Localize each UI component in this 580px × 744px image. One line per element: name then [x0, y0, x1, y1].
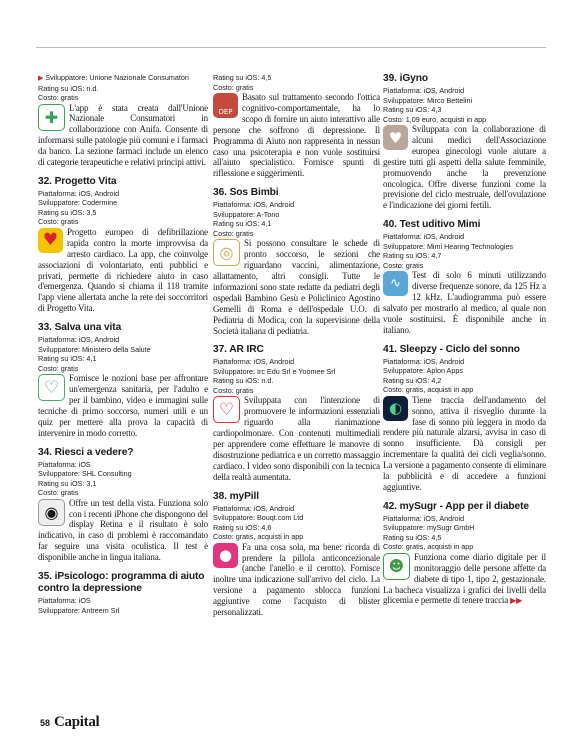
meta-line: Costo: gratis — [38, 363, 79, 373]
page-number: 58 — [40, 718, 51, 728]
article-42 — [383, 501, 546, 608]
article-41 — [383, 344, 546, 493]
meta-line: Sviluppatore: SHL Consulting — [38, 469, 132, 479]
pill-icon: ● — [213, 543, 238, 568]
meta-line: Rating su iOS: 4,5 — [213, 73, 272, 82]
article-body: Si possono consultare le schede di pronto soccorso, le sezioni che riguardano vaccini, alimentazione, allattamento, altri consigli. Tutte le informazioni sono state redatte da pediatri degli ospedali Bambino Gesù e Policlinico Agostino Gemelli di Roma e dell'ospedale U.O. di Pediatria di Modica, con la supervisione della Società italiana di pediatria. — [213, 238, 380, 336]
article-31-continued — [38, 73, 208, 168]
article-body: Progetto europeo di defibrillazione rapida contro la morte improvvisa da arresto cardiaco. La app, che coinvolge associazioni di volontariato, enti pubblici e privati, permette di richiedere aiuto in caso d'emergenza. Quando si chiama il 118 tramite l'app viene allertata anche la rete dei soccorritori di Progetto Vita. — [38, 226, 208, 314]
article-title: 34. Riesci a vedere? — [38, 446, 134, 458]
meta-line: Costo: gratis — [38, 488, 79, 498]
article-title: 38. myPill — [213, 490, 260, 502]
meta-line: Sviluppatore: Mirco Bettelini — [383, 95, 473, 105]
column-1 — [38, 73, 208, 623]
article-37 — [213, 344, 380, 482]
article-body: Test di solo 6 minuti utilizzando diverse frequenze sonore, da 125 Hz a 12 kHz. L'audiogramma può essere salvato per mostrarlo al medico, al quale non vuole sostituirsi. È disponibile anche in italiano. — [383, 270, 546, 335]
meta-line: Piattaforma: iOS, Android — [383, 86, 465, 95]
meta-line: Costo: gratis — [38, 217, 79, 227]
health-heart-icon: ♡ — [38, 374, 65, 401]
continuation-arrow-icon: ▶ — [38, 75, 44, 82]
article-body: Sviluppata con la collaborazione di alcuni medici dell'Associazione europea ginecologi vuole aiutare a gestire tutti gli aspetti della salute femminile, promuovendo anche la prevenzione oncologica. Offre diverse funzioni come la previsione del ciclo mestruale, dell'ovulazione e l'indicazione dei giorni fertili. — [383, 124, 546, 211]
article-title: 32. Progetto Vita — [38, 175, 117, 187]
meta-line: Costo: gratis — [38, 93, 79, 102]
meta-line: Costo: gratis — [213, 228, 254, 238]
meta-line: Sviluppatore: A-Tono — [213, 209, 280, 219]
article-title: 36. Sos Bimbi — [213, 187, 279, 199]
meta-line: Sviluppatore: Ministero della Salute — [38, 344, 151, 354]
article-body: Tiene traccia dell'andamento del sonno, attiva il risveglio durante la fase di sonno più leggera in modo da rendere più naturale alzarsi, avvisa in caso di sonno insufficiente. Dà consigli per incrementare la qualità dei cicli veglia/sonno. La versione a pagamento consente di eliminare la pubblicità e di accedere a funzioni aggiuntive. — [383, 394, 546, 492]
eye-icon: ◉ — [38, 499, 65, 526]
article-body: Sviluppata con l'intenzione di promuovere le informazioni essenziali riguardo alla rianimazione cardiopolmonare. Con contenuti multimediali per apprendere come effettuare le manovre di disostruzione pediatrica e un corretto massaggio cardiaco. I video sono disponibili con la tecnica della realtà aumentata. — [213, 395, 380, 482]
meta-line: Rating su iOS: 4,1 — [213, 219, 272, 229]
meta-line: Costo: gratis — [383, 260, 424, 270]
article-40 — [383, 219, 546, 335]
meta-line: Sviluppatore: Bouqt.com Ltd — [213, 513, 304, 523]
meta-line: Costo: 1,09 euro, acquisti in app — [383, 114, 487, 124]
article-32 — [38, 176, 208, 314]
meta-line: Rating su iOS: 4,2 — [383, 375, 442, 385]
column-3 — [383, 73, 546, 615]
article-body: Basato sul trattamento secondo l'ottica cognitivo-comportamentale, ha lo scopo di fornire un aiuto interattivo alle persone che soffrono di depressione. Il Programma di Aiuto non rappresenta in nessun caso una psicoterapia e non vuole sostituirsi all'aiuto specialistico. Fornisce spunti di riflessione e suggerimenti. — [213, 92, 380, 179]
article-body: Funziona come diario digitale per il monitoraggio delle persone affette da diabete di tipo 1, tipo 2, gestazionale. La bacheca visualizza i grafici dei livelli della glicemia e permette di tenere traccia ▶▶ — [383, 551, 546, 606]
article-title: 35. iPsicologo: programma di aiuto contro la depressione — [38, 571, 205, 595]
article-title: 37. AR IRC — [213, 344, 264, 356]
magazine-logo: Capital — [54, 714, 100, 730]
meta-line: Sviluppatore: Mimi Hearing Technologies — [383, 241, 514, 251]
meta-line: ▶ Sviluppatore: Unione Nazionale Consumatori — [38, 73, 189, 82]
meta-line: Sviluppatore: mySugr GmbH — [383, 523, 475, 533]
meta-line: Piattaforma: iOS, Android — [383, 356, 465, 366]
continue-arrow-icon: ▶▶ — [510, 596, 523, 606]
article-title: 42. mySugr - App per il diabete — [383, 500, 529, 512]
meta-line: Piattaforma: iOS, Android — [213, 503, 295, 513]
article-body: L'app è stata creata dall'Unione Nazionale Consumatori in collaborazione con Anifa. Consente di informarsi sulle patologie più comuni e i farmaci da banco. La sezione farmaci include un elenco di categorie terapeutiche e relativi principi attivi. — [38, 102, 208, 168]
article-33 — [38, 322, 208, 438]
sos-badge-icon: ◎ — [213, 239, 240, 266]
article-body: Fa una cosa sola, ma bene: ricorda di prendere la pillola anticoncezionale (anche l'anello e il cerotto). Fornisce inoltre una indicazione sull'arrivo del ciclo. La versione a pagamento sblocca funzioni aggiuntive come l'acquisto di blister personalizzati. — [213, 541, 380, 618]
meta-line: Piattaforma: iOS, Android — [383, 513, 465, 523]
meta-line: Rating su iOS: 4,3 — [383, 105, 442, 114]
meta-line: Piattaforma: iOS, Android — [38, 335, 120, 345]
article-35 — [38, 571, 208, 615]
meta-line: Costo: gratis, acquisti in app — [383, 385, 474, 395]
article-body: Offre un test della vista. Funziona solo con i recenti iPhone che dispongono del display Retina e il risultato è solo indicativo, in caso di problemi è raccomandato far seguire una visita oculistica. Il test è disponibile anche in lingua italiana. — [38, 497, 208, 563]
column-2 — [213, 73, 380, 626]
article-title: 41. Sleepzy - Ciclo del sonno — [383, 343, 520, 355]
article-title: 39. iGyno — [383, 73, 428, 84]
article-38 — [213, 491, 380, 618]
meta-line: Rating su iOS: 4,5 — [383, 532, 442, 542]
article-body: Fornisce le nozioni base per affrontare un'emergenza sanitaria, per l'adulto e per il bambino, video e immagini sulle tecniche di primo soccorso, numeri utili e un quiz per mettere alla prova la capacità di intervenire in modo corretto. — [38, 373, 208, 438]
article-34 — [38, 447, 208, 563]
meta-line: Piattaforma: iOS, Android — [383, 232, 465, 242]
meta-line: Piattaforma: iOS, Android — [213, 200, 295, 210]
app-icon-label: DEP — [218, 108, 233, 116]
meta-line: Rating su iOS: n.d. — [213, 376, 274, 386]
monster-mascot-icon: ☻ — [383, 553, 410, 580]
meta-line: Sviluppatore: Codermine — [38, 198, 118, 208]
meta-line: Costo: gratis, acquisti in app — [383, 542, 474, 552]
heart-outline-icon: ♡ — [213, 396, 240, 423]
meta-line: Rating su iOS: n.d. — [38, 83, 99, 93]
meta-line: Costo: gratis, acquisti in app — [213, 532, 304, 542]
meta-line: Rating su iOS: 4,6 — [213, 522, 272, 532]
article-title: 33. Salva una vita — [38, 322, 122, 334]
meta-line: Rating su iOS: 3,5 — [38, 207, 97, 217]
article-39 — [383, 73, 546, 211]
meta-line: Piattaforma: iOS — [38, 596, 91, 606]
meta-line: Piattaforma: iOS, Android — [213, 357, 295, 367]
page-footer — [40, 714, 99, 731]
heart-hands-icon: ♥ — [383, 125, 408, 150]
meta-line: Sviluppatore: Aplon Apps — [383, 366, 463, 376]
meta-line: Rating su iOS: 4,7 — [383, 251, 442, 261]
meta-line: Sviluppatore: Antreem Srl — [38, 605, 120, 615]
top-rule — [36, 47, 546, 48]
depression-app-icon — [213, 93, 238, 118]
app-icon-medicine: ✚ — [38, 104, 65, 131]
heart-icon: ♥ — [38, 228, 63, 253]
article-35-continued — [213, 73, 380, 179]
meta-line: Piattaforma: iOS, Android — [38, 188, 120, 198]
meta-line: Costo: gratis — [213, 82, 254, 92]
meta-line: Sviluppatore: Irc Edu Srl e Yoomee Srl — [213, 366, 336, 376]
article-title: 40. Test uditivo Mimi — [383, 219, 481, 231]
moon-clock-icon: ◐ — [383, 396, 408, 421]
article-36 — [213, 187, 380, 336]
meta-line: Rating su iOS: 3,1 — [38, 478, 97, 488]
meta-line: Rating su iOS: 4,1 — [38, 354, 97, 364]
meta-line: Piattaforma: iOS — [38, 459, 91, 469]
sound-wave-icon: ∿ — [383, 271, 408, 296]
meta-line: Costo: gratis — [213, 385, 254, 395]
